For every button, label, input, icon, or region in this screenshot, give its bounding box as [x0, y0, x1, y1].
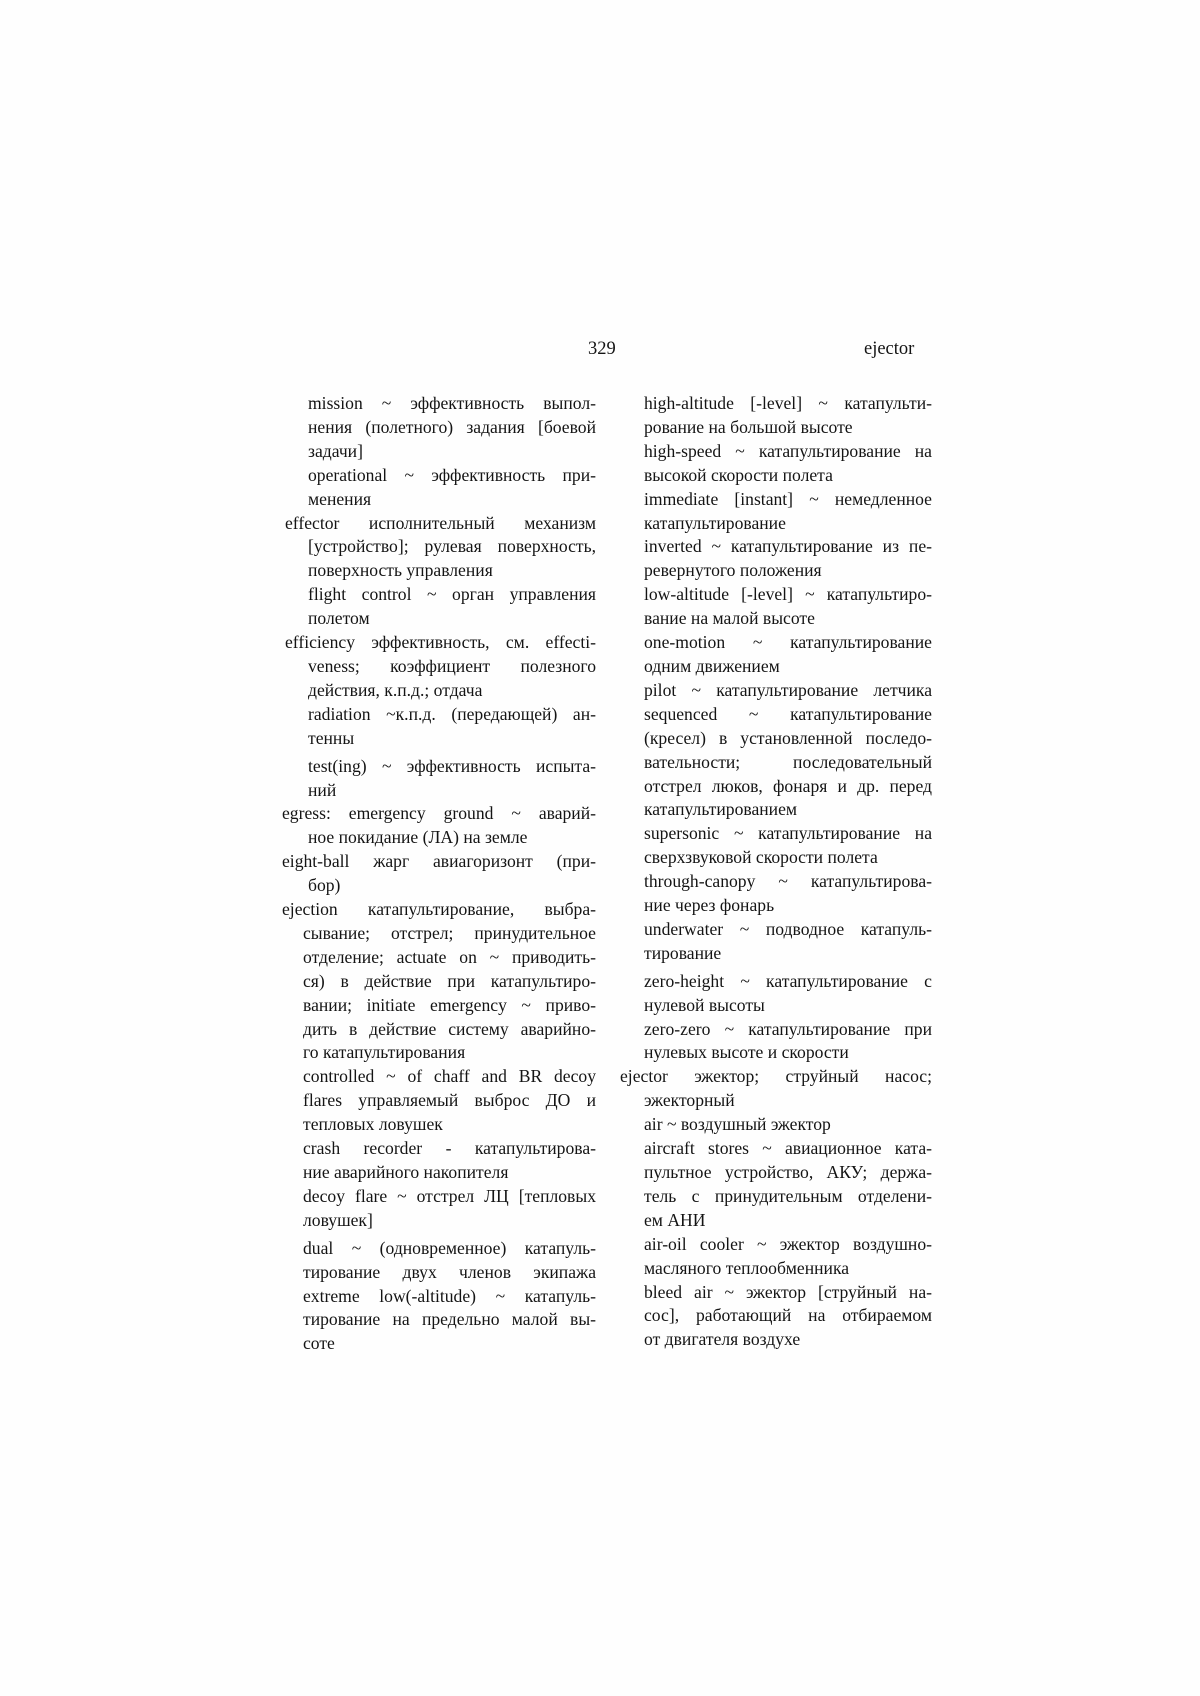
- entry-line-right: (кресел) в установленной последо-: [644, 727, 932, 748]
- entry-line-left: ное покидание (ЛА) на земле: [308, 827, 528, 848]
- entry-line-right: air-oil cooler ~ эжектор воздушно-: [644, 1233, 932, 1254]
- entry-line-left: operational ~ эффективность при-: [308, 464, 596, 485]
- entry-line-left: crash recorder - катапультирова-: [303, 1138, 596, 1159]
- entry-line-left: flight control ~ орган управления: [308, 584, 596, 605]
- entry-line-left: тепловых ловушек: [303, 1114, 443, 1135]
- entry-line-left: decoy flare ~ отстрел ЛЦ [тепловых: [303, 1185, 596, 1206]
- entry-line-left: mission ~ эффективность выпол-: [308, 393, 596, 413]
- entry-line-right: low-altitude [-level] ~ катапультиро-: [644, 584, 932, 605]
- entry-line-left: ний: [308, 779, 337, 800]
- entry-line-right: нулевой высоты: [644, 994, 765, 1015]
- entry-line-right: вание на малой высоте: [644, 608, 815, 629]
- entry-line-left: extreme low(-altitude) ~ катапуль-: [303, 1285, 596, 1306]
- entry-line-left: egress: emergency ground ~ аварий-: [282, 803, 596, 824]
- entry-line-left: effector исполнительный механизм: [285, 512, 596, 533]
- entry-line-left: ние аварийного накопителя: [303, 1162, 509, 1182]
- entry-line-right: от двигателя воздухе: [644, 1329, 801, 1350]
- entry-line-right: pilot ~ катапультирование летчика: [644, 679, 932, 700]
- entry-line-right: aircraft stores ~ авиационное ката-: [644, 1138, 932, 1159]
- entry-line-left: flares управляемый выброс ДО и: [303, 1090, 596, 1111]
- entry-line-right: one-motion ~ катапультирование: [644, 632, 932, 653]
- entry-line-left: менения: [308, 488, 372, 509]
- entry-line-right: катапультирование: [644, 512, 786, 533]
- entry-line-right: inverted ~ катапультирование из пе-: [644, 536, 932, 557]
- entry-line-right: high-altitude [-level] ~ катапульти-: [644, 393, 932, 413]
- entry-line-left: соте: [303, 1333, 335, 1354]
- entry-line-left: бор): [308, 875, 341, 896]
- entry-line-right: тирование: [644, 942, 722, 963]
- entry-line-left: вании; initiate emergency ~ приво-: [303, 994, 596, 1015]
- entry-line-right: нулевых высоте и скорости: [644, 1042, 849, 1063]
- entry-line-right: катапультированием: [644, 799, 798, 820]
- entry-line-right: high-speed ~ катапультирование на: [644, 440, 932, 461]
- entry-line-right: одним движением: [644, 655, 780, 676]
- entry-line-right: air ~ воздушный эжектор: [644, 1114, 831, 1135]
- entry-line-left: ся) в действие при катапультиро-: [303, 970, 596, 991]
- entry-line-right: through-canopy ~ катапультирова-: [644, 871, 932, 892]
- entry-line-right: вательности; последовательный: [644, 751, 932, 772]
- entry-line-right: сос], работающий на отбираемом: [644, 1305, 932, 1326]
- entry-line-right: отстрел люков, фонаря и др. перед: [644, 775, 932, 796]
- entry-line-right: underwater ~ подводное катапуль-: [644, 918, 932, 939]
- entry-line-right: сверхзвуковой скорости полета: [644, 847, 878, 868]
- entry-line-left: ejection катапультирование, выбра-: [282, 899, 596, 920]
- entry-line-right: bleed air ~ эжектор [струйный на-: [644, 1281, 932, 1302]
- entry-line-left: поверхность управления: [308, 560, 493, 581]
- entry-line-left: сывание; отстрел; принудительное: [303, 922, 596, 943]
- entry-line-right: ревернутого положения: [644, 560, 822, 581]
- entry-line-left: dual ~ (одновременное) катапуль-: [303, 1237, 596, 1258]
- entry-line-right: тель с принудительным отделени-: [644, 1185, 932, 1206]
- entry-line-right: zero-zero ~ катапультирование при: [644, 1018, 932, 1039]
- entry-line-right: высокой скорости полета: [644, 464, 833, 485]
- entry-line-left: задачи]: [308, 440, 363, 461]
- entry-line-left: тирование на предельно малой вы-: [303, 1309, 596, 1330]
- entry-line-left: дить в действие систему аварийно-: [303, 1018, 596, 1039]
- entry-line-left: test(ing) ~ эффективность испыта-: [308, 755, 596, 776]
- entry-line-left: efficiency эффективность, см. effecti-: [285, 632, 596, 653]
- entry-line-right: zero-height ~ катапультирование с: [644, 970, 932, 991]
- guide-word: ejector: [864, 339, 915, 359]
- left-column: [280, 392, 596, 1356]
- entry-line-right: рование на большой высоте: [644, 416, 853, 437]
- entry-line-left: ловушек]: [303, 1209, 373, 1230]
- entry-line-left: radiation ~к.п.д. (передающей) ан-: [308, 703, 596, 724]
- entry-line-left: го катапультирования: [303, 1042, 466, 1063]
- entry-line-left: тирование двух членов экипажа: [303, 1261, 596, 1282]
- entry-line-right: ejector эжектор; струйный насос;: [620, 1066, 932, 1087]
- page-number: 329: [588, 339, 616, 359]
- entry-line-left: [устройство]; рулевая поверхность,: [308, 536, 596, 557]
- entry-line-left: eight-ball жарг авиагоризонт (при-: [282, 851, 596, 872]
- entry-line-left: нения (полетного) задания [боевой: [308, 416, 596, 437]
- entry-line-right: sequenced ~ катапультирование: [644, 703, 932, 724]
- entry-line-left: отделение; actuate on ~ приводить-: [303, 946, 596, 967]
- entry-line-left: veness; коэффициент полезного: [308, 655, 596, 676]
- right-column: [610, 392, 932, 1352]
- entry-line-right: ние через фонарь: [644, 895, 775, 916]
- entry-line-right: immediate [instant] ~ немедленное: [644, 488, 932, 509]
- entry-line-right: пультное устройство, АКУ; держа-: [644, 1162, 932, 1182]
- entry-line-left: controlled ~ of chaff and BR decoy: [303, 1066, 596, 1087]
- entry-line-right: supersonic ~ катапультирование на: [644, 823, 932, 844]
- entry-line-left: действия, к.п.д.; отдача: [308, 679, 483, 700]
- entry-line-left: полетом: [308, 608, 370, 629]
- entry-line-right: ем АНИ: [644, 1209, 706, 1230]
- entry-line-left: тенны: [308, 727, 355, 748]
- entry-line-right: масляного теплообменника: [644, 1257, 850, 1278]
- entry-line-right: эжекторный: [644, 1090, 735, 1111]
